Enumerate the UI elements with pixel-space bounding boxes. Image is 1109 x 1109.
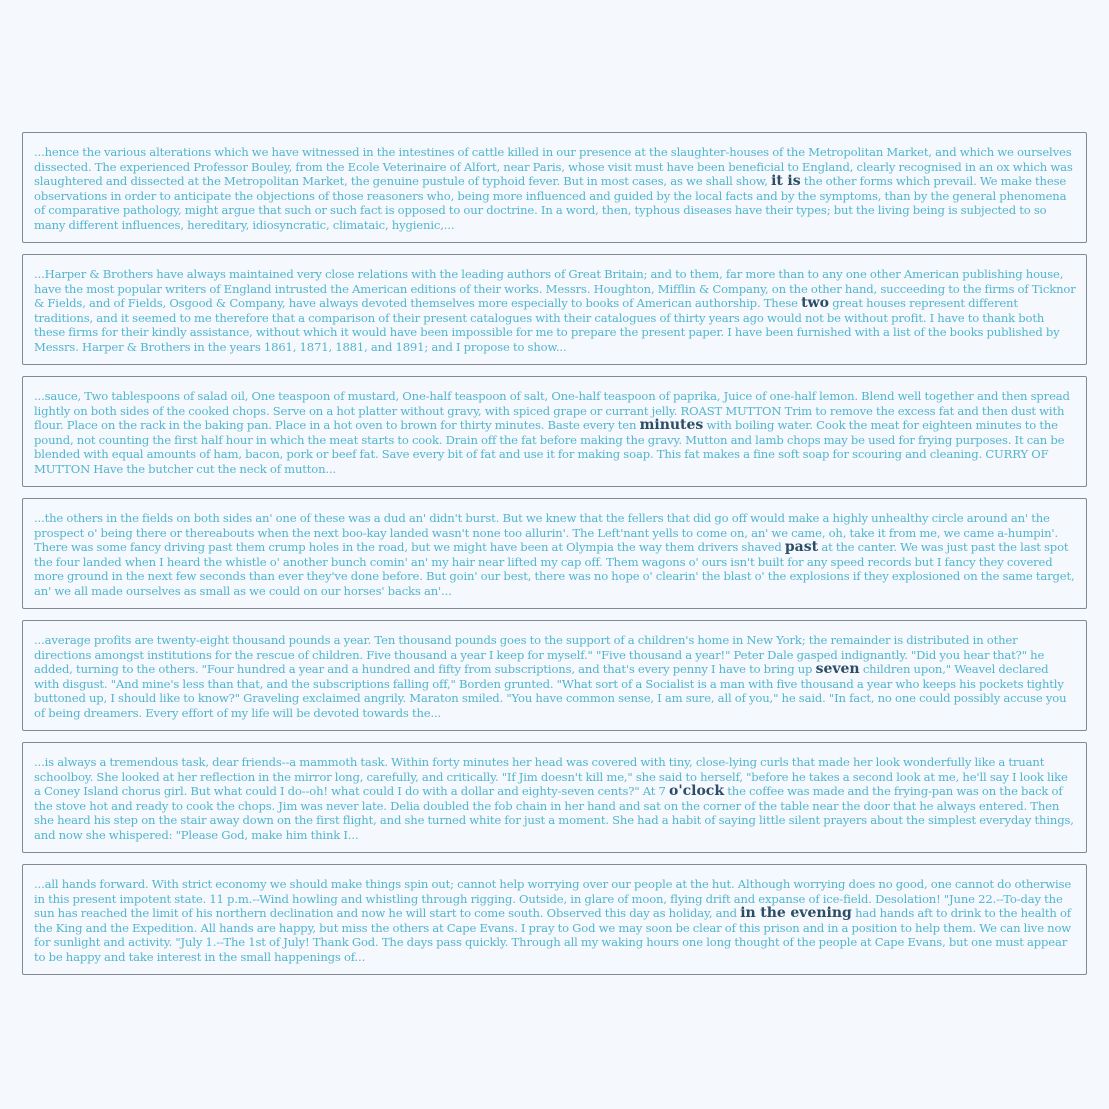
highlighted-phrase: two: [801, 295, 829, 312]
passage-text-after: great houses represent different traditions, and it seemed to me therefore that a comparison of their present catalogues with their catalogues of thirty years ago would not be without profit. I have to thank both these firms for their kindly assistance, without which it would have been impossible for me to prepare the present paper. I have been furnished with a list of the books published by Messrs. Harper & Brothers in the years 1861, 1871, 1881, and 1891; and I propose to show...: [34, 296, 1060, 354]
highlighted-phrase: in the evening: [740, 905, 852, 922]
passage-text-before: ...is always a tremendous task, dear friends--a mammoth task. Within forty minutes her head was covered with tiny, close-lying curls that made her look wonderfully like a truant schoolboy. She looked at her reflection in the mirror long, carefully, and critically. "If Jim doesn't kill me," she said to herself, "before he takes a second look at me, he'll say I look like a Coney Island chorus girl. But what could I do--oh! what could I do with a dollar and eighty-seven cents?" At 7: [34, 755, 1068, 799]
passage-card-4: [22, 498, 1087, 609]
passage-text-after: children upon," Weavel declared with disgust. "And mine's less than that, and the subscriptions falling off," Borden grunted. "What sort of a Socialist is a man with five thousand a year who keeps his pockets tightly buttoned up, I should like to know?" Graveling exclaimed angrily. Maraton smiled. "You have common sense, I am sure, all of you," he said. "In fact, no one could possibly accuse you of being dreamers. Every effort of my life will be devoted towards the...: [34, 662, 1067, 720]
passage-text-after: the coffee was made and the frying-pan was on the back of the stove hot and ready to cook the chops. Jim was never late. Delia doubled the fob chain in her hand and sat on the corner of the table near the door that he always entered. Then she heard his step on the stair away down on the first flight, and she turned white for just a moment. She had a habit of saying little silent prayers about the simplest everyday things, and now she whispered: "Please God, make him think I...: [34, 784, 1074, 842]
passage-text: [34, 389, 1076, 477]
passage-text: [34, 755, 1076, 843]
passage-text-before: ...hence the various alterations which we have witnessed in the intestines of cattle killed in our presence at the slaughter-houses of the Metropolitan Market, and which we ourselves dissected. The experienced Professor Bouley, from the Ecole Veterinaire of Alfort, near Paris, whose visit must have been beneficial to England, clearly recognised in an ox which was slaughtered and dissected at the Metropolitan Market, the genuine pustule of typhoid fever. But in most cases, as we shall show,: [34, 145, 1073, 189]
passage-text: [34, 877, 1076, 965]
passage-text-after: with boiling water. Cook the meat for eighteen minutes to the pound, not counting the first half hour in which the meat starts to cook. Drain off the fat before making the gravy. Mutton and lamb chops may be used for frying purposes. It can be blended with equal amounts of ham, bacon, pork or beef fat. Save every bit of fat and use it for making soap. This fat makes a fine soft soap for scouring and cleaning. CURRY OF MUTTON Have the butcher cut the neck of mutton...: [34, 418, 1065, 476]
passage-text-before: ...sauce, Two tablespoons of salad oil, One teaspoon of mustard, One-half teaspoon of salt, One-half teaspoon of paprika, Juice of one-half lemon. Blend well together and then spread lightly on both sides of the cooked chops. Serve on a hot platter without gravy, with spiced grape or currant jelly. ROAST MUTTON Trim to remove the excess fat and then dust with flour. Place on the rack in the baking pan. Place in a hot oven to brown for thirty minutes. Baste every ten: [34, 389, 1070, 433]
passage-text-after: the other forms which prevail. We make these observations in order to anticipate the objections of those reasoners who, being more influenced and guided by the local facts and by the symptoms, than by the general phenomena of comparative pathology, might argue that such or such fact is opposed to our doctrine. In a word, then, typhous diseases have their types; but the living being is subjected to so many different influences, hereditary, idiosyncratic, climataic, hygienic,...: [34, 174, 1067, 232]
passage-card-2: [22, 254, 1087, 365]
highlighted-phrase: o'clock: [668, 783, 725, 800]
passage-card-5: [22, 620, 1087, 731]
passage-text: [34, 267, 1076, 355]
passage-text-before: ...all hands forward. With strict economy we should make things spin out; cannot help worrying over our people at the hut. Although worrying does no good, one cannot do otherwise in this present impotent state. 11 p.m.--Wind howling and whistling through rigging. Outside, in glare of moon, flying drift and expanse of ice-field. Desolation! "June 22.--To-day the sun has reached the limit of his northern declination and now he will start to come south. Observed this day as holiday, and: [34, 877, 1072, 921]
highlighted-phrase: seven: [815, 661, 860, 678]
passage-text-after: at the canter. We was just past the last spot the four landed when I heard the whistle o' another bunch comin' an' my hair near lifted my cap off. Them wagons o' ours isn't built for any speed records but I fancy they covered more ground in the next few seconds than ever they've done before. But goin' our best, there was no hope o' clearin' the blast o' the explosions if they explosioned on the same target, an' we all made ourselves as small as we could on our horses' backs an'...: [34, 540, 1075, 598]
passage-card-7: [22, 864, 1087, 975]
passage-text-before: ...average profits are twenty-eight thousand pounds a year. Ten thousand pounds goes to the support of a children's home in New York; the remainder is distributed in other directions amongst institutions for the rescue of children. Five thousand a year I keep for myself." "Five thousand a year!" Peter Dale gasped indignantly. "Did you hear that?" he added, turning to the others. "Four hundred a year and a hundred and fifty from subscriptions, and that's every penny I have to bring up: [34, 633, 1045, 677]
passage-text-after: had hands aft to drink to the health of the King and the Expedition. All hands are happy, but miss the others at Cape Evans. I pray to God we may soon be clear of this prison and in a position to help them. We can live now for sunlight and activity. "July 1.--The 1st of July! Thank God. The days pass quickly. Through all my waking hours one long thought of the people at Cape Evans, but one must appear to be happy and take interest in the small happenings of...: [34, 906, 1072, 964]
passage-card-6: [22, 742, 1087, 853]
passage-text-before: ...the others in the fields on both sides an' one of these was a dud an' didn't burst. But we knew that the fellers that did go off would make a highly unhealthy circle around an' the prospect o' being there or thereabouts when the next boo-kay landed wasn't none too allurin'. The Left'nant yells to come on, an' we came, oh, take it from me, we came a-humpin'. There was some fancy driving past them crump holes in the road, but we might have been at Olympia the way them drivers shaved: [34, 511, 1059, 555]
passage-card-1: [22, 132, 1087, 243]
highlighted-phrase: past: [784, 539, 819, 556]
passage-text: [34, 511, 1076, 599]
passage-card-3: [22, 376, 1087, 487]
passage-text-before: ...Harper & Brothers have always maintained very close relations with the leading authors of Great Britain; and to them, far more than to any one other American publishing house, have the most popular writers of England intrusted the American editions of their works. Messrs. Houghton, Mifflin & Company, on the other hand, succeeding to the firms of Ticknor & Fields, and of Fields, Osgood & Company, have always devoted themselves more especially to books of American authorship. These: [34, 267, 1076, 311]
passage-text: [34, 633, 1076, 721]
highlighted-phrase: it is: [771, 173, 801, 190]
highlighted-phrase: minutes: [639, 417, 704, 434]
passage-text: [34, 145, 1076, 233]
passage-list: [22, 132, 1087, 986]
